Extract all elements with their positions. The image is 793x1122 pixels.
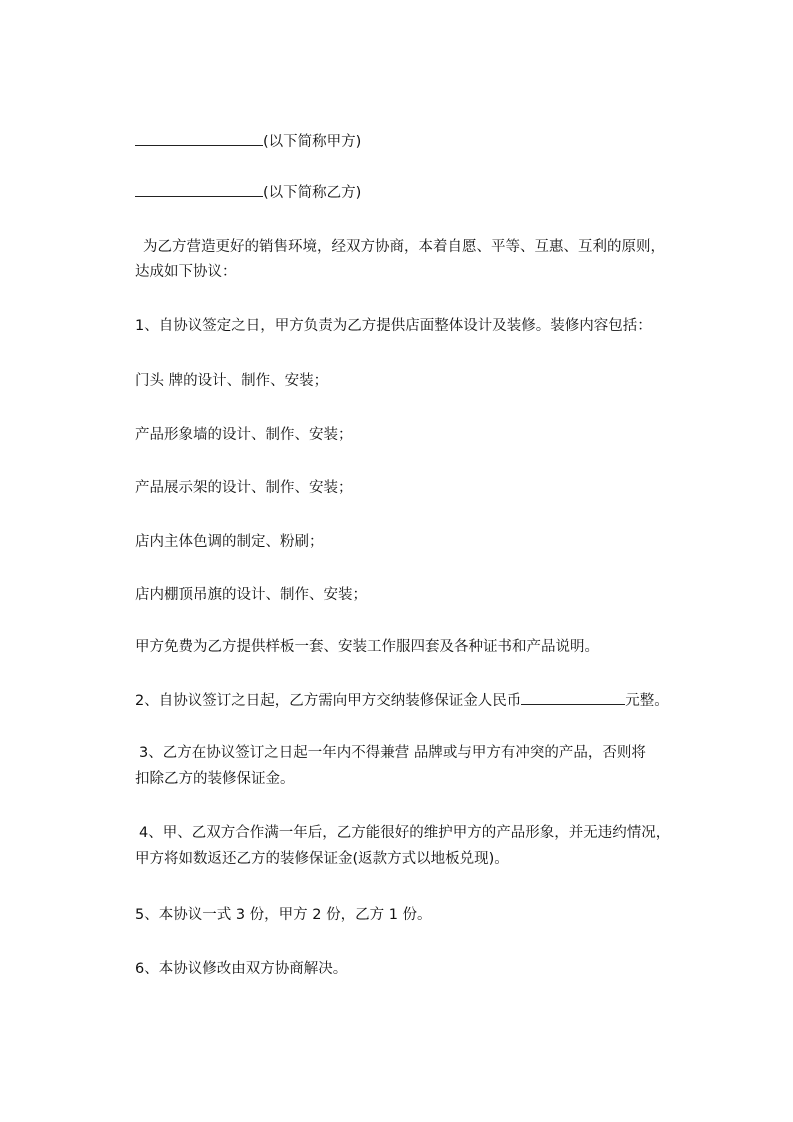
party-b-line xyxy=(135,182,361,204)
clause-1-heading: 1、自协议签定之日，甲方负责为乙方提供店面整体设计及装修。装修内容包括： xyxy=(135,318,652,334)
preamble-line-1: 为乙方营造更好的销售环境，经双方协商，本着自愿、平等、互惠、互利的原则， xyxy=(143,239,665,255)
clause-1-extra: 甲方免费为乙方提供样板一套、安装工作服四套及各种证书和产品说明。 xyxy=(135,639,599,655)
party-a-blank xyxy=(135,131,263,146)
clause-1-item: 产品展示架的设计、制作、安装； xyxy=(135,480,353,496)
clause-2-suffix: 元整。 xyxy=(625,693,669,709)
party-a-line xyxy=(135,131,361,153)
clause-4-line-1: 4、甲、乙双方合作满一年后，乙方能很好的维护甲方的产品形象，并无违约情况， xyxy=(139,825,671,841)
clause-1-item: 店内棚顶吊旗的设计、制作、安装； xyxy=(135,587,367,603)
clause-2-prefix: 2、自协议签订之日起，乙方需向甲方交纳装修保证金人民币 xyxy=(135,693,522,709)
party-b-blank xyxy=(135,182,263,197)
clause-5: 5、本协议一式 3 份，甲方 2 份，乙方 1 份。 xyxy=(135,907,432,923)
clause-1-item: 店内主体色调的制定、粉刷； xyxy=(135,534,324,550)
clause-3-line-2: 扣除乙方的装修保证金。 xyxy=(135,771,295,787)
clause-6: 6、本协议修改由双方协商解决。 xyxy=(135,961,348,977)
preamble-line-2: 达成如下协议： xyxy=(135,264,237,280)
clause-1-item: 产品形象墙的设计、制作、安装； xyxy=(135,427,353,443)
deposit-amount-blank xyxy=(521,690,625,705)
clause-3-line-1: 3、乙方在协议签订之日起一年内不得兼营 品牌或与甲方有冲突的产品，否则将 xyxy=(139,745,646,761)
clause-4-line-2: 甲方将如数返还乙方的装修保证金(返款方式以地板兑现)。 xyxy=(135,851,509,867)
clause-1-item: 门头 牌的设计、制作、安装； xyxy=(135,373,329,389)
clause-2 xyxy=(135,690,669,712)
party-b-suffix: (以下简称乙方) xyxy=(263,185,362,201)
party-a-suffix: (以下简称甲方) xyxy=(263,134,362,150)
